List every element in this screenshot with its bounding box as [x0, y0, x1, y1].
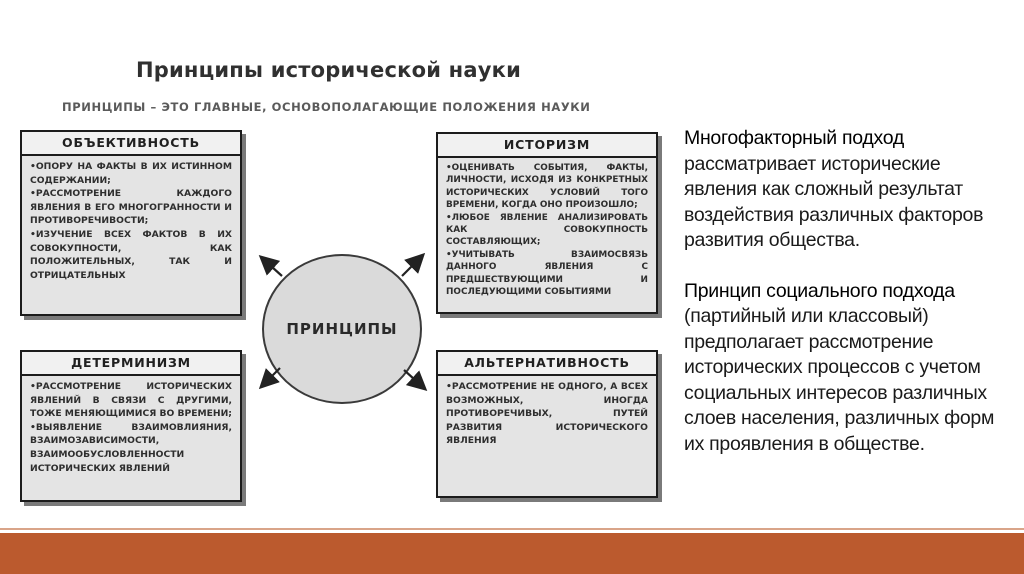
card-determinism-item: •ВЫЯВЛЕНИЕ ВЗАИМОВЛИЯНИЯ, ВЗАИМОЗАВИСИМОСТИ, ВЗАИМООБУСЛОВЛЕННОСТИ ИСТОРИЧЕСКИХ ЯВЛЕНИЙ: [30, 421, 232, 474]
diagram-subtitle: ПРИНЦИПЫ – ЭТО ГЛАВНЫЕ, ОСНОВОПОЛАГАЮЩИЕ ПОЛОЖЕНИЯ НАУКИ: [62, 100, 591, 114]
card-historicism-item: •ЛЮБОЕ ЯВЛЕНИЕ АНАЛИЗИРОВАТЬ КАК СОВОКУПНОСТЬ СОСТАВЛЯЮЩИХ;: [446, 212, 648, 248]
diagram-title: Принципы исторической науки: [136, 58, 521, 82]
arrow-top-right-icon: [402, 256, 422, 276]
social-heading: Принцип социального подхода: [684, 279, 955, 302]
center-label: ПРИНЦИПЫ: [286, 320, 398, 338]
card-objectivity-item: •ИЗУЧЕНИЕ ВСЕХ ФАКТОВ В ИХ СОВОКУПНОСТИ, КАК ПОЛОЖИТЕЛЬНЫХ, ТАК И ОТРИЦАТЕЛЬНЫХ: [30, 228, 232, 281]
card-objectivity-item: •РАССМОТРЕНИЕ КАЖДОГО ЯВЛЕНИЯ В ЕГО МНОГОГРАННОСТИ И ПРОТИВОРЕЧИВОСТИ;: [30, 188, 232, 227]
text-panel: [684, 126, 1014, 457]
card-objectivity-item: •ОПОРУ НА ФАКТЫ В ИХ ИСТИННОМ СОДЕРЖАНИИ;: [30, 161, 232, 186]
card-objectivity-title: ОБЪЕКТИВНОСТЬ: [22, 132, 240, 156]
card-historicism-title: ИСТОРИЗМ: [438, 134, 656, 158]
card-alternativeness-item: •РАССМОТРЕНИЕ НЕ ОДНОГО, А ВСЕХ ВОЗМОЖНЫХ, ИНОГДА ПРОТИВОРЕЧИВЫХ, ПУТЕЙ РАЗВИТИЯ ИСТОРИЧЕСКОГО ЯВЛЕНИЯ: [446, 381, 648, 447]
arrow-bottom-left-icon: [262, 368, 280, 386]
social-body: (партийный или классовый) предполагает рассмотрение исторических процессов с учетом социальных интересов различных слоев населения, различных форм их проявления в обществе.: [684, 305, 995, 455]
footer-accent-bar: [0, 533, 1024, 574]
footer-divider: [0, 528, 1024, 530]
multifactor-heading: Многофакторный подход: [684, 127, 904, 149]
card-determinism-item: •РАССМОТРЕНИЕ ИСТОРИЧЕСКИХ ЯВЛЕНИЙ В СВЯЗИ С ДРУГИМИ, ТОЖЕ МЕНЯЮЩИМИСЯ ВО ВРЕМЕНИ;: [30, 381, 232, 420]
multifactor-body: рассматривает исторические явления как сложный результат воздействия различных факторов развития общества.: [684, 152, 984, 251]
card-alternativeness-title: АЛЬТЕРНАТИВНОСТЬ: [438, 352, 656, 376]
card-determinism-title: ДЕТЕРМИНИЗМ: [22, 352, 240, 376]
card-historicism-item: •УЧИТЫВАТЬ ВЗАИМОСВЯЗЬ ДАННОГО ЯВЛЕНИЯ С ПРЕДШЕСТВУЮЩИМИ И ПОСЛЕДУЮЩИМИ СОБЫТИЯМИ: [446, 249, 648, 298]
card-historicism-item: •ОЦЕНИВАТЬ СОБЫТИЯ, ФАКТЫ, ЛИЧНОСТИ, ИСХОДЯ ИЗ КОНКРЕТНЫХ ИСТОРИЧЕСКИХ УСЛОВИЙ ТОГО ВРЕМЕНИ, КОГДА ОНО ПРОИЗОШЛО;: [446, 163, 648, 211]
arrow-top-left-icon: [262, 258, 282, 276]
arrow-bottom-right-icon: [404, 370, 424, 388]
